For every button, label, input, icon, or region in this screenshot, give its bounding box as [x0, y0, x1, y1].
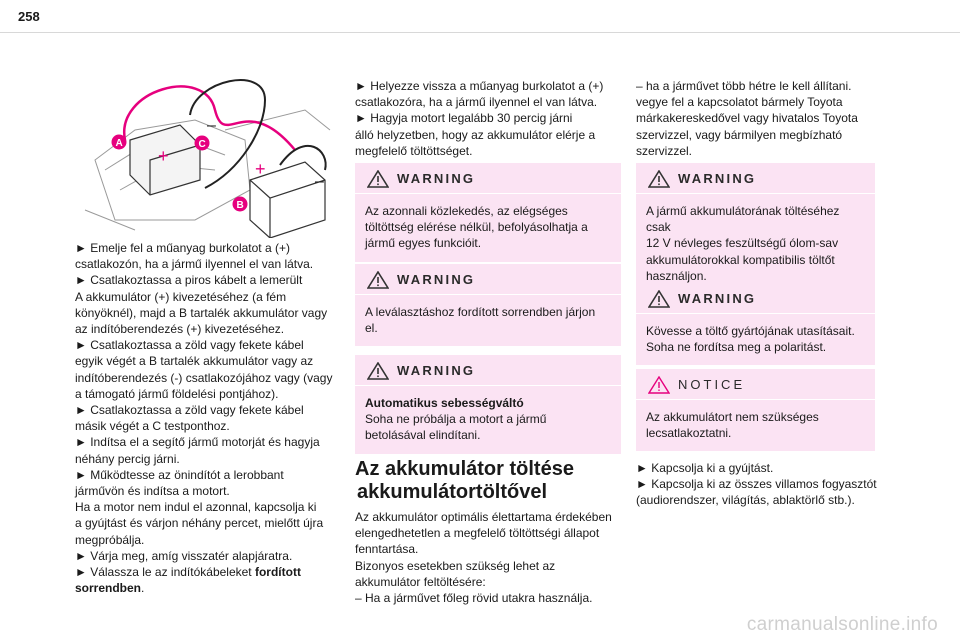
col2-line: csatlakozóra, ha a jármű ilyennel el van látva. — [355, 95, 598, 110]
heading-line: Az akkumulátor töltése — [355, 458, 574, 480]
warning-box — [636, 283, 875, 365]
warning-header — [355, 355, 621, 386]
warning-icon — [648, 170, 670, 188]
warning-line: Kövesse a töltő gyártójának utasításait. — [646, 324, 855, 338]
col1-line: megpróbálja. — [75, 532, 145, 547]
section-heading — [355, 458, 630, 504]
col2-line: megfelelő töltöttséget. — [355, 143, 473, 158]
notice-icon — [648, 376, 670, 394]
col1-line: könyöknél), majd a B tartalék akkumulátor vagy — [75, 305, 328, 320]
bold-text: fordított — [254, 565, 301, 580]
col1-line: a támogató jármű földelési pontjához). — [75, 386, 279, 401]
warning-header — [636, 283, 875, 314]
warning-line: töltöttség elérése nélkül, befolyásolhatja a — [365, 220, 588, 235]
col3-line: szervizzel. — [636, 143, 693, 158]
plus-sign-b: + — [255, 159, 266, 179]
body-line: fenntartása. — [355, 542, 419, 557]
heading-line: akkumulátortöltővel — [357, 481, 548, 503]
warning-icon — [367, 170, 389, 188]
column-1 — [75, 240, 345, 596]
column-3 — [636, 78, 875, 159]
section-body — [355, 509, 625, 606]
warning-title: WARNING — [397, 272, 476, 287]
col3-after-line: (audiorendszer, világítás, ablaktörlő stb.). — [636, 493, 855, 508]
warning-body — [636, 194, 875, 294]
black-cable — [190, 80, 265, 188]
col1-line: ► Csatlakoztassa a zöld vagy fekete kábel — [75, 338, 304, 353]
col1-line: indítóberendezés (-) csatlakozójához vagy (vagy — [75, 370, 333, 385]
warning-box — [636, 163, 875, 294]
period: . — [141, 581, 145, 596]
col1-line: ► Csatlakoztassa a piros kábelt a lemerült — [75, 273, 303, 288]
notice-line: lecsatlakoztatni. — [646, 426, 732, 441]
body-line: Az akkumulátor optimális élettartama érdekében — [355, 510, 612, 524]
col1-line: az indítóberendezés (+) kivezetéséhez. — [75, 322, 285, 337]
warning-line: Az azonnali közlekedés, az elégséges — [365, 204, 568, 218]
warning-title: WARNING — [397, 363, 476, 378]
body-line: elengedhetetlen a megfelelő töltöttségi állapot — [355, 526, 600, 541]
col1-line-last — [75, 564, 345, 580]
footer-watermark: carmanualsonline.info — [746, 614, 938, 635]
minus-sign-a: – — [207, 117, 216, 134]
warning-title: WARNING — [678, 291, 757, 306]
warning-header — [355, 163, 621, 194]
bold-text: sorrendben — [75, 581, 142, 596]
col3-line: – ha a járművet több hétre le kell állítani. — [636, 79, 852, 93]
warning-line: betolásával elindítani. — [365, 428, 481, 443]
warning-header — [636, 163, 875, 194]
warning-icon — [648, 290, 670, 308]
warning-line: Soha ne fordítsa meg a polaritást. — [646, 340, 827, 355]
col1-line: a gyújtást és várjon néhány percet, mielőtt újra — [75, 516, 324, 531]
col3-line: márkakereskedővel vagy hivatalos Toyota — [636, 111, 858, 126]
jump-start-illustration — [75, 70, 340, 238]
col2-line: álló helyzetben, hogy az akkumulátor elérje a — [355, 127, 596, 142]
col1-line: ► Csatlakoztassa a zöld vagy fekete kábel — [75, 403, 304, 418]
col1-line: A akkumulátor (+) kivezetéséhez (a fém — [75, 289, 287, 304]
page-number: 258 — [18, 9, 40, 24]
warning-icon — [367, 271, 389, 289]
col1-line-end — [75, 580, 345, 596]
col1-line: ► Működtesse az önindítót a lerobbant — [75, 467, 284, 482]
col1-line: Ha a motor nem indul el azonnal, kapcsolja ki — [75, 500, 317, 515]
notice-header — [636, 369, 875, 400]
minus-sign-b: – — [315, 173, 324, 190]
col3-line: szervizzel, vagy bármilyen megbízható — [636, 127, 843, 142]
warning-header — [355, 264, 621, 295]
notice-box — [636, 369, 875, 451]
warning-box — [355, 355, 621, 454]
warning-box — [355, 163, 621, 262]
warning-line: jármű egyes funkcióit. — [365, 236, 482, 251]
col2-line: ► Hagyja motort legalább 30 percig járni — [355, 111, 573, 126]
col1-line: ► Indítsa el a segítő jármű motorját és hagyja — [75, 435, 320, 450]
label-a: A — [115, 138, 123, 149]
warning-title: WARNING — [678, 171, 757, 186]
col3-after-line: ► Kapcsolja ki az összes villamos fogyasztót — [636, 477, 877, 492]
col1-line: járművön és indítsa a motort. — [75, 484, 230, 499]
warning-line: használjon. — [646, 268, 707, 283]
warning-line: A jármű akkumulátorának töltéséhez csak — [646, 204, 840, 235]
col1-line: csatlakozón, ha a jármű ilyennel el van látva. — [75, 257, 314, 272]
body-line: Bizonyos esetekben szükség lehet az — [355, 558, 556, 573]
warning-line: Soha ne próbálja a motort a jármű — [365, 412, 547, 427]
col1-line-text: ► Válassza le az indítókábeleket — [75, 565, 255, 580]
warning-body — [355, 194, 621, 262]
warning-title: WARNING — [397, 171, 476, 186]
column-2 — [355, 78, 625, 159]
col1-line: ► Emelje fel a műanyag burkolatot a (+) — [75, 241, 290, 255]
warning-line: 12 V névleges feszültségű ólom-sav — [646, 236, 839, 251]
notice-line: Az akkumulátort nem szükséges — [646, 410, 819, 424]
warning-body — [636, 314, 875, 365]
warning-body — [355, 295, 621, 346]
warning-line: el. — [365, 321, 378, 336]
warning-body — [355, 386, 621, 454]
label-c: C — [198, 139, 206, 150]
col3-after-line: ► Kapcsolja ki a gyújtást. — [636, 461, 774, 475]
col1-line: egyik végét a B tartalék akkumulátor vagy az — [75, 354, 314, 369]
col2-line: ► Helyezze vissza a műanyag burkolatot a (+) — [355, 79, 604, 93]
col1-line: ► Várja meg, amíg visszatér alapjáratra. — [75, 548, 293, 563]
label-b: B — [236, 200, 244, 211]
body-line: – Ha a járművet főleg rövid utakra használja. — [355, 591, 593, 606]
warning-box — [355, 264, 621, 346]
body-line: akkumulátor feltöltésére: — [355, 574, 486, 589]
col3-line: vegye fel a kapcsolatot bármely Toyota — [636, 95, 843, 110]
col1-line: néhány percig járni. — [75, 451, 180, 466]
col1-line: másik végét a C testponthoz. — [75, 419, 230, 434]
notice-body — [636, 400, 875, 451]
warning-bold-line: Automatikus sebességváltó — [365, 396, 524, 410]
warning-line: akkumulátorokkal kompatibilis töltőt — [646, 252, 835, 267]
notice-title: NOTICE — [678, 377, 746, 392]
warning-line: A leválasztáshoz fordított sorrendben járjon — [365, 305, 596, 319]
column-3-after — [636, 460, 886, 509]
warning-icon — [367, 362, 389, 380]
plus-sign-a: + — [158, 146, 169, 166]
header-divider — [0, 32, 960, 33]
